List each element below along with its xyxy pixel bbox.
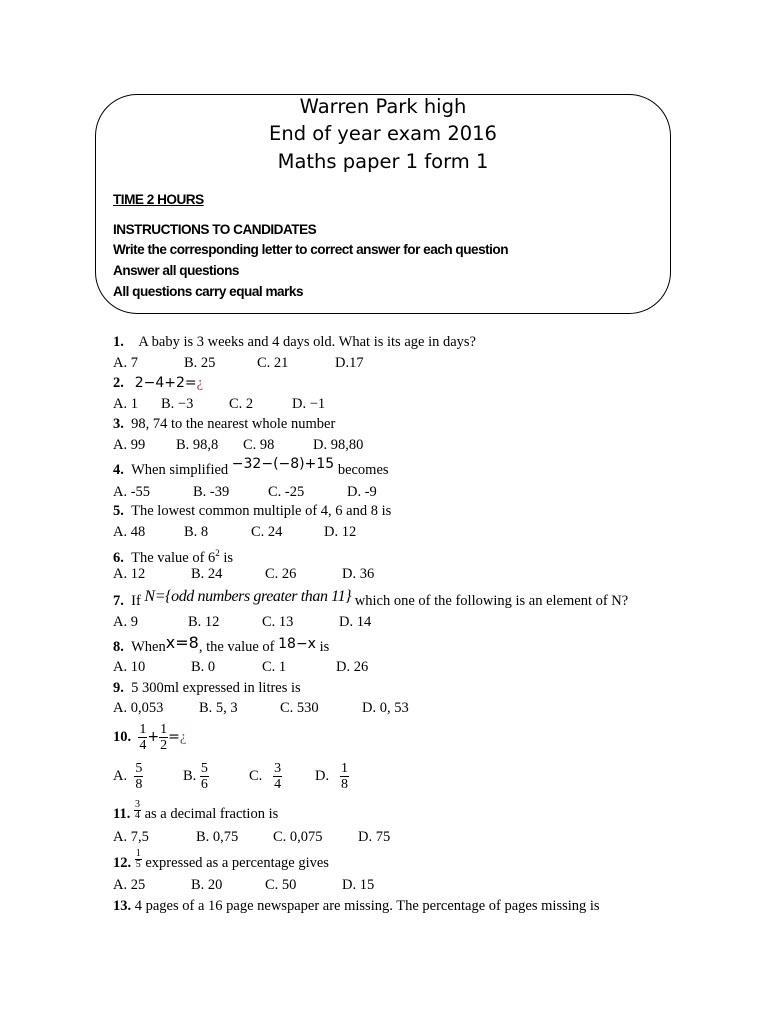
- exam-header-box: [95, 94, 671, 314]
- fraction-numerator: 1: [340, 761, 348, 777]
- question-text: expressed as a percentage gives: [145, 855, 329, 871]
- fraction-denominator: 6: [200, 777, 208, 793]
- option-b: B. 8: [184, 524, 209, 540]
- option-b: B. -39: [193, 484, 230, 500]
- question-number: 4.: [113, 462, 124, 478]
- exponent: 2: [215, 548, 220, 558]
- fraction-numerator: 3: [274, 761, 282, 777]
- question-text: A baby is 3 weeks and 4 days old. What is its age in days?: [138, 334, 476, 350]
- fraction: [159, 722, 168, 753]
- option-a: A. 48: [113, 524, 146, 540]
- math-expression: 2−4+2=: [134, 375, 197, 391]
- question-number: 12.: [113, 855, 132, 871]
- option-c: C. 530: [280, 700, 319, 716]
- option-a: A. 7,5: [113, 829, 149, 845]
- question-number: 1.: [113, 334, 124, 350]
- question-6: [113, 544, 233, 567]
- fraction-denominator: 5: [135, 859, 141, 871]
- fraction-numerator: 5: [200, 761, 208, 777]
- question-text: which one of the following is an element of N?: [354, 593, 629, 609]
- math-expression: −32−(−8)+15: [231, 456, 335, 472]
- option-c: C. 0,075: [273, 829, 323, 845]
- question-number: 10.: [113, 729, 132, 745]
- question-mark-glyph: ¿: [196, 375, 204, 391]
- question-number: 5.: [113, 503, 124, 519]
- question-number: 13.: [113, 898, 132, 914]
- question-number: 11.: [113, 806, 131, 822]
- option-b: B. 25: [184, 355, 216, 371]
- fraction: [134, 800, 141, 821]
- question-text: The value of 6: [131, 549, 216, 566]
- fraction-denominator: 8: [135, 777, 143, 793]
- time-allowed: TIME 2 HOURS: [113, 192, 204, 207]
- option-label: D.: [315, 768, 330, 784]
- exam-title: End of year exam 2016: [269, 122, 497, 145]
- question-13: [113, 897, 600, 915]
- question-number: 8.: [113, 639, 124, 655]
- fraction: [340, 761, 349, 792]
- option-a: A. 1: [113, 396, 138, 412]
- question-text: If: [131, 593, 141, 609]
- question-11: [113, 801, 278, 827]
- question-text: 5 300ml expressed in litres is: [131, 680, 301, 696]
- option-c: C. 26: [265, 566, 297, 582]
- option-a: A. 0,053: [113, 700, 164, 716]
- option-c: [249, 758, 282, 794]
- option-d: D. 98,80: [313, 437, 364, 453]
- plus-sign: +: [147, 729, 160, 745]
- fraction-denominator: 2: [160, 738, 168, 754]
- fraction-denominator: 4: [274, 777, 282, 793]
- fraction: [134, 761, 143, 792]
- fraction: [200, 761, 209, 792]
- instruction-item: Answer all questions: [113, 263, 239, 278]
- equals-sign: =: [168, 729, 180, 745]
- option-b: [183, 758, 209, 794]
- option-c: C. 24: [251, 524, 283, 540]
- option-d: D.17: [335, 355, 364, 371]
- option-c: C. 98: [243, 437, 275, 453]
- school-name: Warren Park high: [299, 95, 467, 118]
- question-text: becomes: [337, 462, 389, 478]
- fraction-denominator: 8: [340, 777, 348, 793]
- fraction-numerator: 5: [135, 761, 143, 777]
- question-text: When: [131, 639, 166, 655]
- option-d: D. -9: [347, 484, 377, 500]
- option-d: D. 75: [358, 829, 391, 845]
- option-a: A. 10: [113, 659, 146, 675]
- question-text: as a decimal fraction is: [144, 806, 279, 822]
- question-text: When simplified: [131, 462, 229, 478]
- option-d: D. −1: [292, 396, 326, 412]
- question-number: 6.: [113, 549, 124, 566]
- fraction-denominator: 4: [134, 810, 140, 822]
- question-12: [113, 850, 329, 876]
- question-7: [113, 588, 629, 610]
- option-d: D. 0, 53: [362, 700, 409, 716]
- option-c: C. 1: [262, 659, 287, 675]
- math-expression: x=8: [165, 633, 199, 652]
- option-a: [113, 758, 143, 794]
- option-a: A. 99: [113, 437, 146, 453]
- question-4: [113, 456, 389, 479]
- question-3: [113, 415, 335, 433]
- question-number: 7.: [113, 593, 124, 609]
- option-b: B. 98,8: [176, 437, 219, 453]
- option-b: B. −3: [161, 396, 194, 412]
- question-2: [113, 374, 203, 392]
- option-a: A. 25: [113, 877, 146, 893]
- option-label: B.: [183, 768, 197, 784]
- question-text: , the value of: [198, 639, 275, 655]
- instructions-title: INSTRUCTIONS TO CANDIDATES: [113, 222, 317, 237]
- question-10: [113, 719, 186, 755]
- instruction-item: All questions carry equal marks: [113, 284, 303, 299]
- option-b: B. 24: [191, 566, 223, 582]
- question-8: [113, 633, 330, 656]
- option-d: D. 14: [339, 614, 372, 630]
- question-1: [113, 333, 476, 351]
- option-d: D. 36: [342, 566, 375, 582]
- option-a: A. -55: [113, 484, 151, 500]
- option-a: A. 12: [113, 566, 146, 582]
- option-b: B. 5, 3: [199, 700, 238, 716]
- question-text: is: [319, 639, 330, 655]
- instruction-item: Write the corresponding letter to correct answer for each question: [113, 242, 509, 257]
- option-d: D. 15: [342, 877, 375, 893]
- fraction: [273, 761, 282, 792]
- option-b: B. 20: [191, 877, 223, 893]
- option-c: C. 13: [262, 614, 294, 630]
- question-mark-glyph: ¿: [179, 729, 187, 745]
- set-notation: N={odd numbers greater than 11}: [144, 588, 352, 605]
- fraction-denominator: 4: [139, 738, 147, 754]
- option-a: A. 9: [113, 614, 138, 630]
- question-text: 98, 74 to the nearest whole number: [131, 416, 336, 432]
- option-c: C. 21: [257, 355, 289, 371]
- option-b: B. 12: [188, 614, 220, 630]
- fraction-numerator: 1: [135, 848, 141, 860]
- question-number: 3.: [113, 416, 124, 432]
- question-5: [113, 502, 391, 520]
- math-expression: 18−x: [278, 636, 316, 652]
- option-d: D. 26: [336, 659, 369, 675]
- fraction-numerator: 1: [139, 722, 147, 738]
- question-text: is: [219, 549, 234, 566]
- question-number: 2.: [113, 375, 124, 391]
- question-text: 4 pages of a 16 page newspaper are missing. The percentage of pages missing is: [134, 898, 600, 914]
- option-d: [315, 758, 349, 794]
- option-a: A. 7: [113, 355, 138, 371]
- option-label: A.: [113, 768, 128, 784]
- option-c: C. 50: [265, 877, 297, 893]
- option-c: C. 2: [229, 396, 254, 412]
- fraction: [135, 849, 142, 870]
- option-label: C.: [249, 768, 263, 784]
- option-d: D. 12: [324, 524, 357, 540]
- question-9: [113, 679, 301, 697]
- option-b: B. 0,75: [196, 829, 239, 845]
- paper-title: Maths paper 1 form 1: [277, 150, 489, 173]
- fraction-numerator: 3: [134, 799, 140, 811]
- question-number: 9.: [113, 680, 124, 696]
- question-text: The lowest common multiple of 4, 6 and 8 is: [131, 503, 392, 519]
- fraction-numerator: 1: [160, 722, 168, 738]
- option-b: B. 0: [191, 659, 216, 675]
- option-c: C. -25: [268, 484, 305, 500]
